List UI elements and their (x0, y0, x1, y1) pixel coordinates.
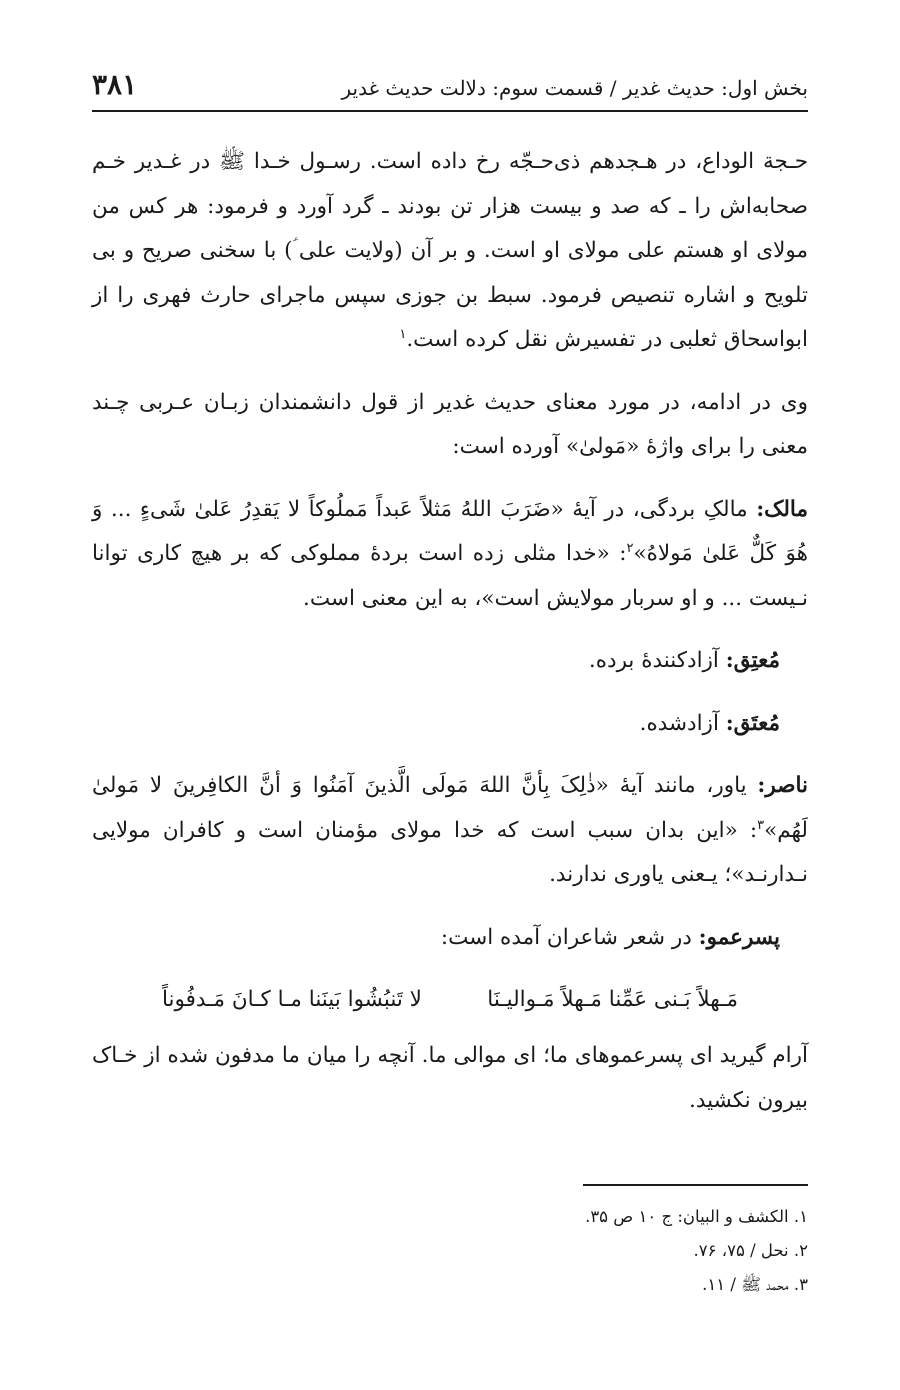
footnote-divider (583, 1184, 808, 1186)
term-pesaramu: پسرعمو: (698, 924, 780, 950)
definition-nasir-text-1: یاور، مانند آیهٔ «ذٰلِکَ بِأنَّ اللهَ مَولَی الَّذینَ آمَنُوا وَ أنَّ الکافِرینَ لا مَولیٰ لَهُم» (92, 773, 808, 843)
definition-pesaramu (92, 916, 808, 961)
definition-pesaramu-text: در شعر شاعران آمده است: (440, 924, 699, 950)
term-nasir: ناصر: (757, 773, 808, 798)
footnote-3: ۳. محمد ﷺ / ۱۱. (702, 1275, 808, 1294)
footnote-ref-1: ۱ (399, 326, 407, 342)
definition-nasir-text-2: : «این بدان سبب است که خدا مولای مؤمنان است و کافران مولایی نـدارنـد»؛ یـعنی یاوری ندارند. (92, 817, 808, 887)
definition-muataq-text: آزادشده. (639, 710, 726, 736)
term-malik: مالک: (756, 496, 808, 522)
verse-hemistich-1: مَـهلاً بَـنی عَمِّنا مَـهلاً مَـوالیـنَا (487, 987, 738, 1012)
running-header (92, 66, 808, 112)
page-number: ۳۸۱ (92, 68, 138, 101)
footnote-ref-3: ۳ (757, 817, 765, 833)
definition-malik (92, 488, 808, 622)
running-title: بخش اول: حدیث غدیر / قسمت سوم: دلالت حدیث غدیر (341, 76, 808, 100)
footnote-ref-2: ۲ (626, 540, 634, 556)
definition-nasir (92, 764, 808, 898)
term-muatiq: مُعتِق: (725, 648, 780, 673)
paragraph-1 (92, 140, 808, 363)
definition-muatiq (92, 639, 808, 684)
definition-muataq (92, 702, 808, 747)
footnote-2: ۲. نحل / ۷۵، ۷۶. (693, 1241, 808, 1260)
verse-hemistich-2: لا تَنبُشُوا بَینَنا مـا کـانَ مَـدفُوناً (162, 987, 422, 1012)
definition-malik-text-1: مالکِ بردگی، در آیهٔ «ضَرَبَ اللهُ مَثلاً عَبداً مَملُوکاً لا یَقدِرُ عَلیٰ شَیءٍ ... وَ هُوَ کَلٌّ عَلیٰ مَولاهُ» (92, 496, 808, 566)
footnotes (585, 1200, 808, 1302)
definition-malik-text-2: : «خدا مثلی زده است بردهٔ مملوکی که بر هیچ کاری توانا نـیست ... و او سربار مولایش است»، به این معنی است. (92, 541, 808, 611)
poem-verse (92, 978, 808, 1022)
definition-muatiq-text: آزادکنندهٔ برده. (588, 648, 726, 673)
paragraph-last: آرام گیرید ای پسرعموهای ما؛ ای موالی ما. آنچه را میان ما مدفون شده از خـاک بیرون نکشید. (92, 1043, 808, 1113)
paragraph-2: وی در ادامه، در مورد معنای حدیث غدیر از قول دانشمندان زبـان عـربی چـند معنی را برای واژهٔ «مَولیٰ» آورده است: (92, 389, 808, 459)
term-muataq: مُعتَق: (725, 710, 780, 736)
footnote-1: ۱. الکشف و البیان: ج ۱۰ ص ۳۵. (585, 1207, 808, 1226)
paragraph-1-text: حـجة الوداع، در هـجدهم ذی‌حـجّه رخ داده است. رسـول خـدا ﷺ در غـدیر خـم صحابه‌اش را ـ که صد و بیست هزار تن بودند ـ گرد آورد و فرمود: هر کس من مولای او هستم علی مولای او است. و بر آن (ولایت علی ؑ) با سخنی صریح و بی تلویح و اشاره تنصیص فرمود. سبط بن جوزی سپس ماجرای حارث فهری را از ابواسحاق ثعلبی در تفسیرش نقل کرده است. (92, 149, 808, 352)
body-text (92, 140, 808, 1141)
